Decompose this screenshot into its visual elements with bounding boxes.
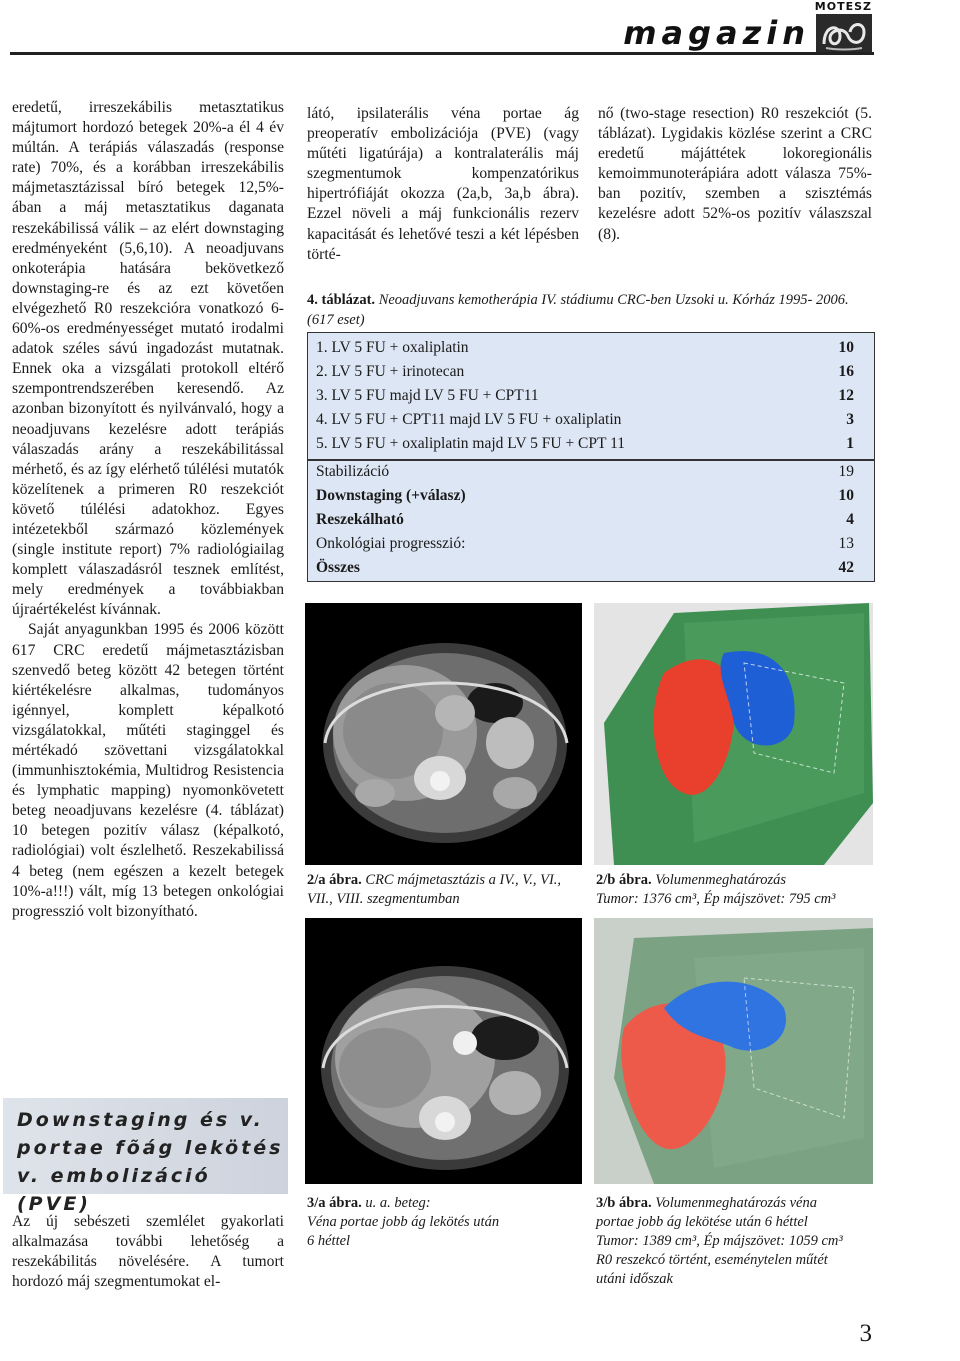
table-caption	[307, 290, 873, 330]
figure-text: Tumor: 1376 cm³, Ép májszövet: 795 cm³	[596, 891, 836, 907]
page-number: 3	[859, 1320, 872, 1347]
row-label: 2. LV 5 FU + irinotecan	[316, 363, 465, 380]
table-row	[316, 485, 854, 507]
heading-line: v. embolizáció (PVE)	[17, 1165, 211, 1215]
figure-text: utáni időszak	[596, 1271, 673, 1287]
row-label: Downstaging (+válasz)	[316, 487, 466, 504]
row-value: 13	[838, 535, 854, 552]
row-label: 5. LV 5 FU + oxaliplatin majd LV 5 FU + CPT 11	[316, 435, 626, 452]
figure-caption-2b	[596, 871, 876, 909]
figure-text: u. a. beteg:	[365, 1195, 431, 1211]
figure-label: 2/a ábra.	[307, 872, 362, 888]
row-value: 16	[838, 363, 854, 380]
paragraph: Saját anyagunkban 1995 és 2006 között 617 CRC eredetű májmetasztázisban szenvedő beteg között 42 betegen történt kiértékelésre alkalmas, tudományos igénnyel, komplett képalkotó vizsgálatokkal, műtéti staginggel és mértékadó szövettani vizsgálatokkal (immunhisztokémia, Multidrog Resistencia és lymphatic mapping) nyomonkövetett beteg neoadjuvans kezelésre (4. táblázat) 10 betegen pozitív válasz (képalkotó, radiológiai) volt észlelhető. Reszekabilissá 4 beteg (nem egészen a kezelt betegek 10%-a!!!) vált, míg 13 betegen onkológiai progresszió volt bizonyítható.	[12, 621, 284, 920]
row-value: 12	[838, 387, 854, 404]
paragraph: eredetű, irreszekábilis metasztatikus májtumort hordozó betegek 20%-a él 4 év múltán. A terápiás válaszadás (response rate) 70%, és a korábban irreszekábilis májmetasztázissal bíró betegek 12,5%-ában a máj metasztatikus daganata reszekábilissá válik – az elért downstaging eredményeként (5,6,10). A neoadjuvans onkoterápia hatására bekövetkező downstaging-re és az ezt követően elvégezhető R0 reszekcióra vonatkozó 6-60%-os eredményességet mutató irodalmi adatok széles sávú ingadozást mutatnak. Ennek oka a vizsgálati protokoll eltérő szempontrendszerében keresendő. Az azonban bizonyított és nyilvánvaló, hogy a neoadjuvans kezelésre adott terápiás válaszadás arány a reszekábilitással mérhető, és az így elérhető túlélési mutatók közelítenek a primeren R0 reszekciót követő túlélési adatokhoz. Egyes intézetekből származó közlemények (single institute report) 7% radiológiailag komplett válaszadásról tesznek említést, mely eredmények a továbbiakban újraértékelést kívánnak.	[12, 99, 284, 619]
motesz-logo-icon	[816, 14, 872, 54]
org-name: MOTESZ	[814, 0, 872, 13]
section-heading-box	[3, 1098, 288, 1215]
volumetry-image-3b	[594, 918, 873, 1184]
section-heading	[17, 1106, 288, 1218]
table-row	[316, 509, 854, 531]
table-title: Neoadjuvans kemotherápia IV. stádiumu CRC-ben Uzsoki u. Kórház 1995- 2006. (617 eset)	[307, 292, 849, 328]
figure-caption-3b	[596, 1194, 876, 1289]
table-row	[316, 337, 854, 359]
figure-text: 6 héttel	[307, 1233, 351, 1249]
row-label: 1. LV 5 FU + oxaliplatin	[316, 339, 469, 356]
row-value: 19	[838, 463, 854, 480]
figure-text: Volumenmeghatározás véna	[655, 1195, 817, 1211]
row-label: Stabilizáció	[316, 463, 390, 480]
figure-text: portae jobb ág lekötése után 6 héttel	[596, 1214, 808, 1230]
figure-text: Véna portae jobb ág lekötés után	[307, 1214, 500, 1230]
heading-line: portae fõág lekötés	[17, 1137, 284, 1159]
ct-scan-image-2a	[305, 603, 582, 865]
row-value: 1	[846, 435, 854, 452]
figure-text: Volumenmeghatározás	[655, 872, 786, 888]
row-value: 10	[838, 487, 854, 504]
figure-text: Tumor: 1389 cm³, Ép májszövet: 1059 cm³	[596, 1233, 843, 1249]
chemotherapy-table	[307, 332, 875, 582]
table-row	[316, 385, 854, 407]
row-label: 4. LV 5 FU + CPT11 majd LV 5 FU + oxaliplatin	[316, 411, 622, 428]
figure-label: 3/a ábra.	[307, 1195, 362, 1211]
magazine-brand	[572, 0, 872, 58]
magazine-name: magazin	[623, 14, 810, 52]
figure-text: R0 reszekcó történt, eseménytelen műtét	[596, 1252, 828, 1268]
row-label: Összes	[316, 559, 360, 576]
row-label: 3. LV 5 FU majd LV 5 FU + CPT11	[316, 387, 539, 404]
figure-caption-3a	[307, 1194, 583, 1251]
figure-text: CRC májmetasztázis a IV., V., VI., VII., VIII. szegmentumban	[307, 872, 562, 907]
table-label: 4. táblázat.	[307, 292, 376, 308]
section-intro-paragraph: Az új sebészeti szemlélet gyakorlati alkalmazása további lehetőség a reszekábilitás növelésére. A tumort hordozó máj szegmentumokat el-	[12, 1213, 284, 1291]
row-value: 3	[846, 411, 854, 428]
row-value: 4	[846, 511, 854, 528]
paragraph: nő (two-stage resection) R0 reszekciót (5. táblázat). Lygidakis közlése szerint a CRC eredetű májáttétek lokoregionális kemoimmunoterápiára adott válasza 75%-ban pozitív, szemben a szisztémás kezelésre adott 52%-os pozitív válaszszal (8).	[598, 105, 872, 243]
heading-line: Downstaging és v.	[17, 1109, 264, 1131]
table-row	[316, 461, 854, 483]
table-row	[316, 433, 854, 455]
table-row	[316, 557, 854, 579]
column-left	[12, 98, 284, 922]
header-rule	[10, 52, 874, 55]
paragraph: látó, ipsilaterális véna portae ág preoperatív embolizációja (PVE) (vagy műtéti ligatúrája) a kontralaterális máj szegmentumok kompenzatórikus hipertrófiáját okozza (2a,b, 3a,b ábra). Ezzel növeli a máj funkcionális rezerv kapacitását és lehetővé teszi a két lépésben törté-	[307, 105, 579, 263]
figure-label: 3/b ábra.	[596, 1195, 652, 1211]
column-right	[598, 104, 872, 245]
table-row	[316, 533, 854, 555]
figure-label: 2/b ábra.	[596, 872, 652, 888]
volumetry-image-2b	[594, 603, 873, 865]
row-label: Reszekálható	[316, 511, 404, 528]
figure-caption-2a	[307, 871, 583, 909]
ct-scan-image-3a	[305, 918, 582, 1184]
row-value: 10	[838, 339, 854, 356]
table-row	[316, 409, 854, 431]
row-label: Onkológiai progresszió:	[316, 535, 466, 552]
row-value: 42	[838, 559, 854, 576]
table-row	[316, 361, 854, 383]
column-middle	[307, 104, 579, 265]
